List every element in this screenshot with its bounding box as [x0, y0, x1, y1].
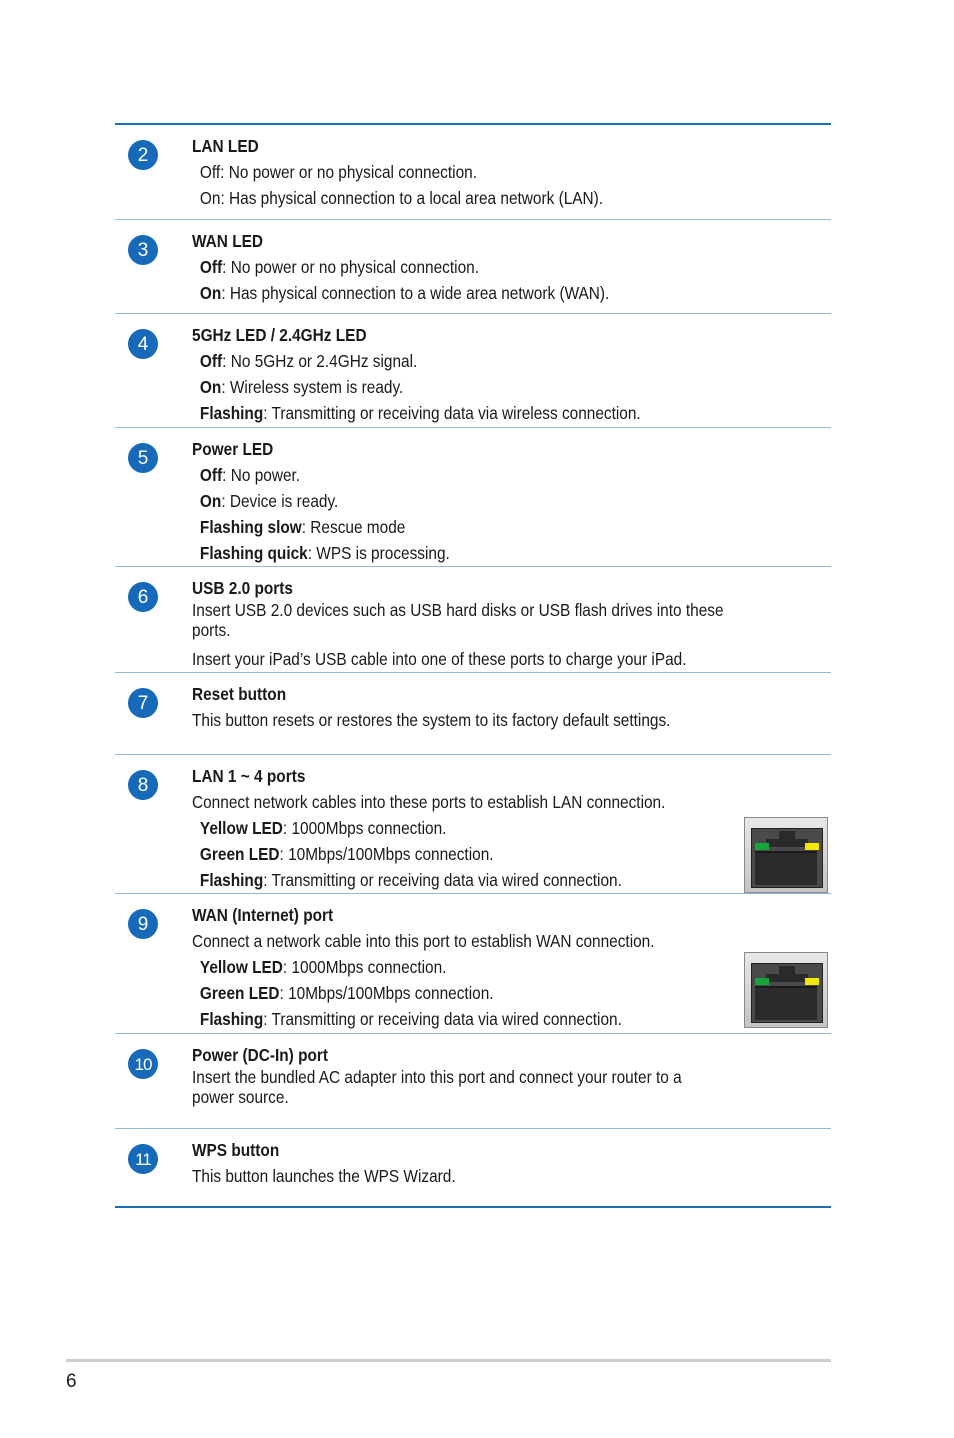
item-description: Insert USB 2.0 devices such as USB hard disks or USB flash drives into these: [192, 600, 724, 620]
page-number: 6: [66, 1371, 77, 1392]
item-description: ports.: [192, 620, 231, 640]
item-title: WAN LED: [192, 231, 264, 251]
ethernet-port-icon: [744, 952, 828, 1028]
row-power-port: [115, 1034, 831, 1129]
item-number-badge: 10: [128, 1049, 158, 1079]
ethernet-port-icon: [744, 817, 828, 893]
item-line: Yellow LED: 1000Mbps connection.: [199, 818, 447, 838]
item-line: Green LED: 10Mbps/100Mbps connection.: [199, 983, 494, 1003]
row-wireless-led: [115, 314, 831, 428]
item-line: On: Wireless system is ready.: [199, 377, 404, 397]
item-title: LAN LED: [192, 136, 259, 156]
item-title: LAN 1 ~ 4 ports: [192, 766, 306, 786]
row-lan-ports: [115, 755, 831, 894]
item-description: Connect network cables into these ports to establish LAN connection.: [192, 792, 666, 812]
row-wps-button: [115, 1129, 831, 1206]
item-title: Power (DC-In) port: [192, 1045, 329, 1065]
item-line: Green LED: 10Mbps/100Mbps connection.: [199, 844, 494, 864]
item-line: Off: No power or no physical connection.: [199, 162, 477, 182]
item-title: WPS button: [192, 1140, 280, 1160]
item-line: On: Has physical connection to a local area network (LAN).: [199, 188, 604, 208]
item-title: Reset button: [192, 684, 287, 704]
item-number-badge: 2: [128, 140, 158, 170]
feature-table: [115, 123, 831, 1208]
item-title: USB 2.0 ports: [192, 578, 293, 598]
item-description: Insert your iPad’s USB cable into one of these ports to charge your iPad.: [192, 649, 687, 669]
row-usb-ports: [115, 567, 831, 673]
row-power-led: [115, 428, 831, 567]
item-number-badge: 8: [128, 770, 158, 800]
item-number-badge: 4: [128, 329, 158, 359]
item-number-badge: 9: [128, 909, 158, 939]
row-wan-led: [115, 220, 831, 314]
item-title: Power LED: [192, 439, 274, 459]
row-lan-led: [115, 125, 831, 220]
item-description: This button launches the WPS Wizard.: [192, 1166, 456, 1186]
item-line: Off: No power or no physical connection.: [199, 257, 479, 277]
row-wan-port: [115, 894, 831, 1034]
footer-divider: [66, 1359, 831, 1362]
item-title: 5GHz LED / 2.4GHz LED: [192, 325, 367, 345]
item-line: Flashing: Transmitting or receiving data via wired connection.: [199, 1009, 622, 1029]
item-number-badge: 11: [128, 1144, 158, 1174]
item-line: Yellow LED: 1000Mbps connection.: [199, 957, 447, 977]
item-description: power source.: [192, 1087, 289, 1107]
item-number-badge: 3: [128, 235, 158, 265]
item-number-badge: 7: [128, 688, 158, 718]
item-line: Off: No power.: [199, 465, 301, 485]
item-description: Connect a network cable into this port to establish WAN connection.: [192, 931, 655, 951]
item-line: On: Has physical connection to a wide area network (WAN).: [199, 283, 610, 303]
item-line: Flashing quick: WPS is processing.: [199, 543, 450, 563]
item-line: Flashing: Transmitting or receiving data via wireless connection.: [199, 403, 641, 423]
item-description: Insert the bundled AC adapter into this port and connect your router to a: [192, 1067, 682, 1087]
item-number-badge: 5: [128, 443, 158, 473]
item-line: Flashing slow: Rescue mode: [199, 517, 406, 537]
item-line: On: Device is ready.: [199, 491, 339, 511]
item-number-badge: 6: [128, 582, 158, 612]
row-reset-button: [115, 673, 831, 755]
item-description: This button resets or restores the system to its factory default settings.: [192, 710, 671, 730]
item-title: WAN (Internet) port: [192, 905, 334, 925]
item-line: Off: No 5GHz or 2.4GHz signal.: [199, 351, 418, 371]
item-line: Flashing: Transmitting or receiving data via wired connection.: [199, 870, 622, 890]
